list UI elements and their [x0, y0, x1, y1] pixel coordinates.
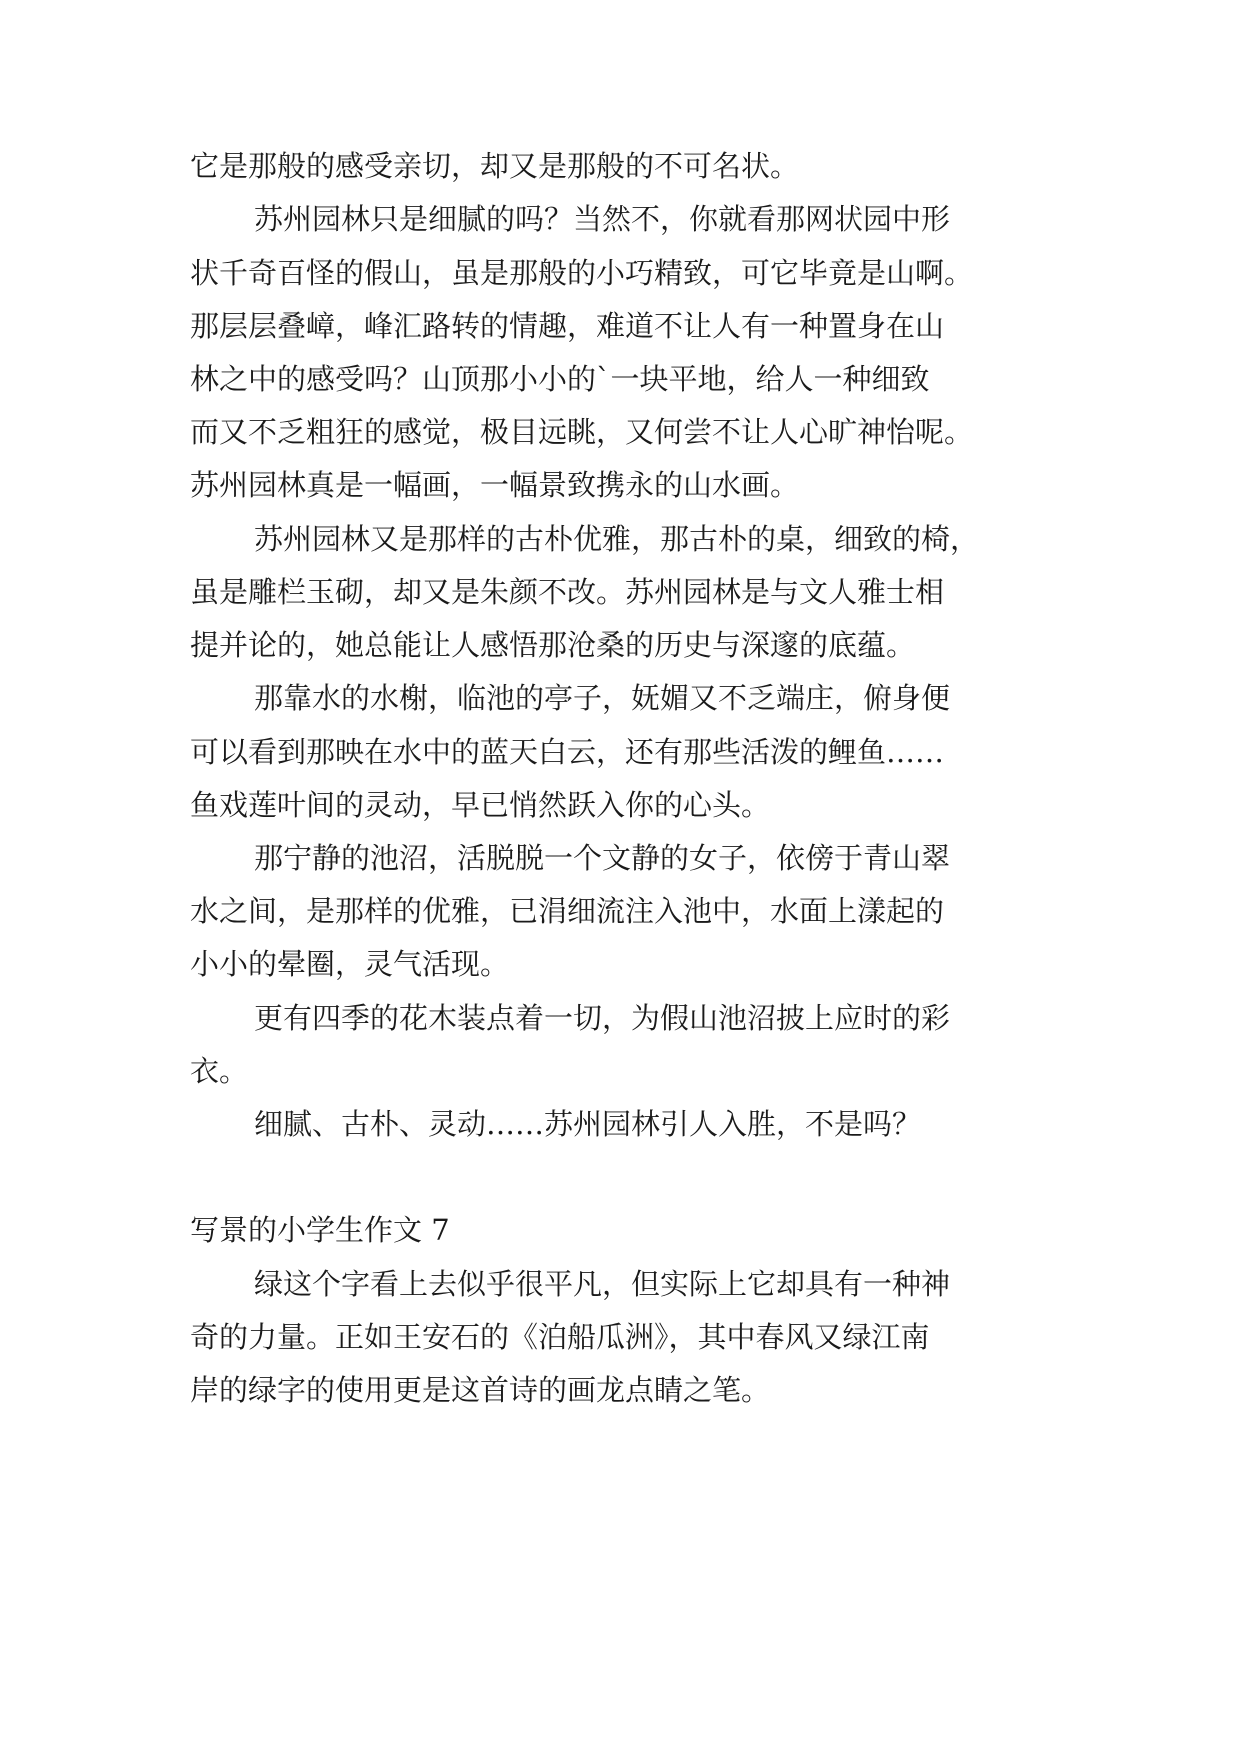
- paragraph-line: 奇的力量。正如王安石的《泊船瓜洲》，其中春风又绿江南: [190, 1320, 930, 1354]
- paragraph-line: 苏州园林真是一幅画，一幅景致携永的山水画。: [190, 468, 800, 502]
- paragraph-line: 那靠水的水榭，临池的亭子，妩媚又不乏端庄，俯身便: [254, 681, 951, 715]
- paragraph-line: 可以看到那映在水中的蓝天白云，还有那些活泼的鲤鱼……: [190, 735, 945, 769]
- paragraph-line: 苏州园林又是那样的古朴优雅，那古朴的桌，细致的椅，: [254, 522, 980, 556]
- paragraph-line: 苏州园林只是细腻的吗？当然不，你就看那网状园中形: [254, 202, 951, 236]
- paragraph-line: 而又不乏粗狂的感觉，极目远眺，又何尝不让人心旷神怡呢。: [190, 415, 974, 449]
- paragraph-line: 绿这个字看上去似乎很平凡，但实际上它却具有一种神: [254, 1267, 951, 1301]
- paragraph-line: 林之中的感受吗？山顶那小小的`一块平地，给人一种细致: [190, 362, 930, 396]
- paragraph-line: 细腻、古朴、灵动……苏州园林引人入胜，不是吗？: [254, 1107, 922, 1141]
- paragraph-line: 岸的绿字的使用更是这首诗的画龙点睛之笔。: [190, 1373, 771, 1407]
- paragraph-line: 那宁静的池沼，活脱脱一个文静的女子，依傍于青山翠: [254, 841, 951, 875]
- paragraph-line: 水之间，是那样的优雅，已涓细流注入池中，水面上漾起的: [190, 894, 945, 928]
- paragraph-line: 鱼戏莲叶间的灵动，早已悄然跃入你的心头。: [190, 788, 771, 822]
- paragraph-line: 提并论的，她总能让人感悟那沧桑的历史与深邃的底蕴。: [190, 628, 916, 662]
- section-heading: 写景的小学生作文 7: [190, 1213, 450, 1247]
- paragraph-line: 它是那般的感受亲切，却又是那般的不可名状。: [190, 149, 800, 183]
- paragraph-line: 小小的晕圈，灵气活现。: [190, 947, 510, 981]
- paragraph-line: 状千奇百怪的假山，虽是那般的小巧精致，可它毕竟是山啊。: [190, 256, 974, 290]
- paragraph-line: 那层层叠嶂，峰汇路转的情趣，难道不让人有一种置身在山: [190, 309, 945, 343]
- paragraph-line: 衣。: [190, 1054, 249, 1088]
- paragraph-line: 更有四季的花木装点着一切，为假山池沼披上应时的彩: [254, 1001, 951, 1035]
- paragraph-line: 虽是雕栏玉砌，却又是朱颜不改。苏州园林是与文人雅士相: [190, 575, 945, 609]
